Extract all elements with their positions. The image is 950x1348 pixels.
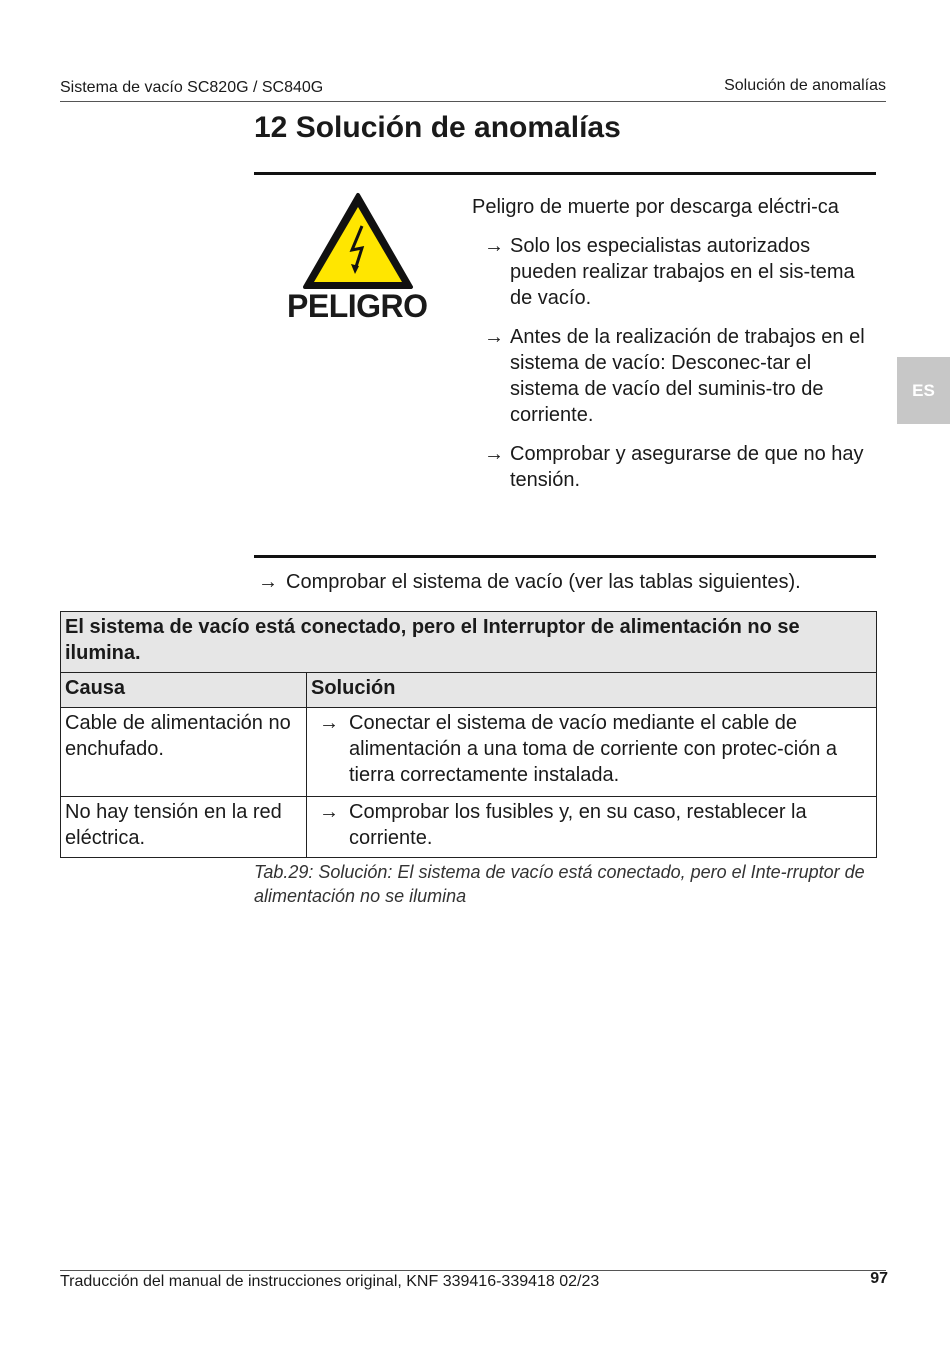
running-header-right: Solución de anomalías: [724, 77, 886, 94]
solution-cell: [307, 708, 877, 797]
footer-divider: [60, 1270, 886, 1271]
column-header-cause: Causa: [61, 673, 307, 708]
language-tab: ES: [897, 357, 950, 424]
column-header-solution: Solución: [307, 673, 877, 708]
electrical-hazard-icon: [302, 192, 414, 295]
warning-item-text: Antes de la realización de trabajos en el sistema de vacío: Desconec-tar el sistema de vacío del suminis-tro de corriente.: [510, 326, 865, 426]
table-title: El sistema de vacío está conectado, pero el Interruptor de alimentación no se ilumina.: [61, 612, 877, 673]
footer-text: Traducción del manual de instrucciones original, KNF 339416-339418 02/23: [60, 1273, 600, 1290]
page-title: 12 Solución de anomalías: [254, 111, 621, 144]
arrow-right-icon: →: [484, 443, 504, 465]
warning-item: [472, 233, 872, 311]
table-caption: Tab.29: Solución: El sistema de vacío está conectado, pero el Inte-rruptor de alimentación no se ilumina: [254, 862, 865, 906]
instruction-text: Comprobar el sistema de vacío (ver las tablas siguientes).: [286, 571, 801, 593]
arrow-right-icon: →: [319, 801, 339, 823]
arrow-right-icon: →: [484, 326, 504, 348]
signal-word: PELIGRO: [287, 288, 428, 324]
table-header-row: [61, 673, 877, 708]
troubleshooting-table: [60, 611, 877, 858]
table-title-row: [61, 612, 877, 673]
solution-text: Conectar el sistema de vacío mediante el cable de alimentación a una toma de corriente con protec-ción a tierra correctamente instalada.: [349, 712, 838, 786]
header-divider: [60, 101, 886, 102]
warning-heading: Peligro de muerte por descarga eléctri-ca: [472, 196, 839, 218]
warning-message: [472, 194, 872, 506]
solution-text: Comprobar los fusibles y, en su caso, restablecer la corriente.: [349, 801, 807, 849]
instruction-step: [258, 571, 801, 594]
warning-bottom-rule: [254, 555, 876, 558]
table-row: [61, 708, 877, 797]
arrow-right-icon: →: [319, 712, 339, 734]
warning-top-rule: [254, 172, 876, 175]
cause-cell: No hay tensión en la red eléctrica.: [61, 797, 307, 858]
warning-item-text: Comprobar y asegurarse de que no hay tensión.: [510, 443, 864, 491]
arrow-right-icon: →: [484, 235, 504, 257]
warning-item: [472, 324, 872, 428]
table-row: [61, 797, 877, 858]
warning-item: [472, 441, 872, 493]
arrow-right-icon: →: [258, 571, 278, 593]
page-number: 97: [870, 1270, 888, 1287]
solution-cell: [307, 797, 877, 858]
running-header-left: Sistema de vacío SC820G / SC840G: [60, 79, 324, 96]
cause-cell: Cable de alimentación no enchufado.: [61, 708, 307, 797]
warning-item-text: Solo los especialistas autorizados pueden realizar trabajos en el sis-tema de vacío.: [510, 235, 855, 309]
